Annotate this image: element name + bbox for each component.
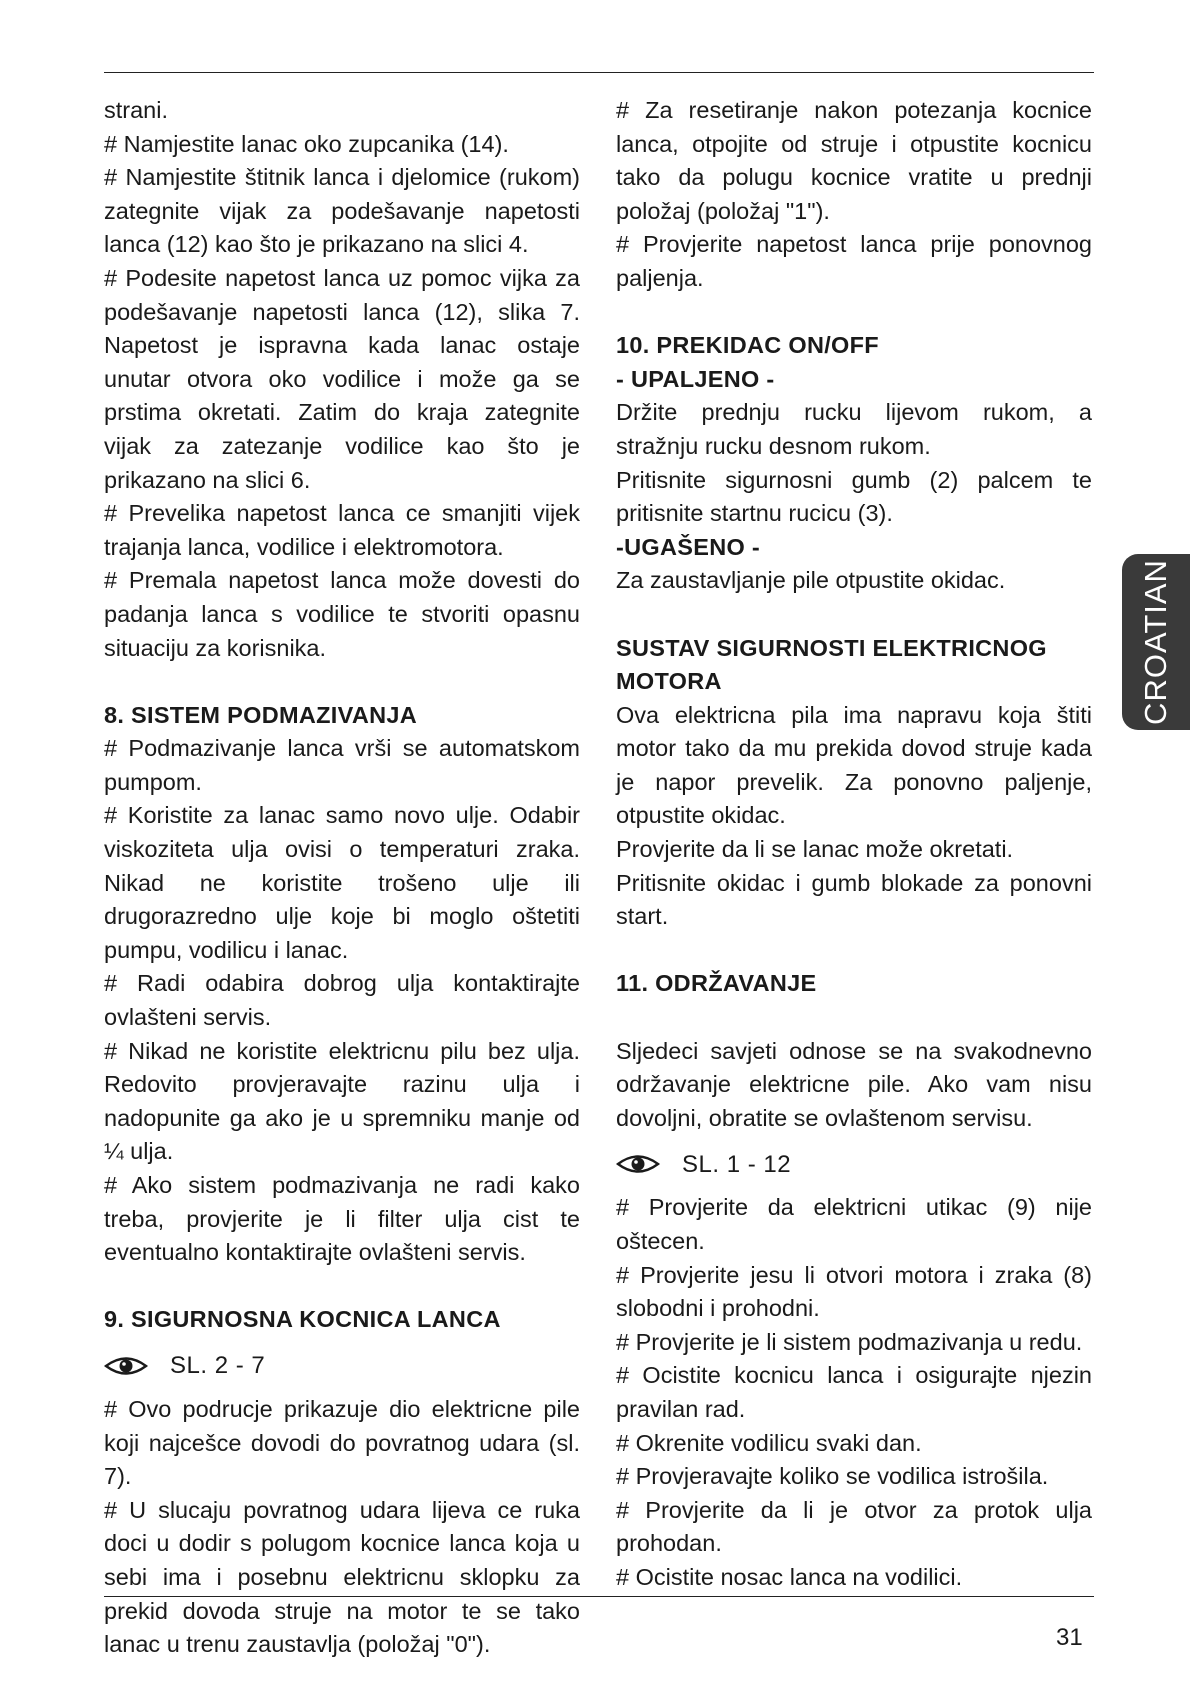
eye-icon [104, 1354, 148, 1378]
right-paragraph: Držite prednju rucku lijevom rukom, a stražnju rucku desnom rukom. [616, 399, 1092, 459]
right-paragraph: # Provjerite napetost lanca prije ponovnog paljenja. [616, 231, 1092, 291]
page-number: 31 [1056, 1624, 1083, 1651]
right-paragraph: Sljedeci savjeti odnose se na svakodnevno održavanje elektricne pile. Ako vam nisu dovoljni, obratite se ovlaštenom servisu. [616, 1037, 1092, 1131]
right-paragraph: Provjerite da li se lanac može okretati. [616, 836, 1014, 863]
right-heading: 10. PREKIDAC ON/OFF [616, 332, 879, 359]
right-paragraph: # Provjerite jesu li otvori motora i zraka (8) slobodni i prohodni. [616, 1261, 1092, 1322]
left-paragraph: # Ovo podrucje prikazuje dio elektricne pile koji najcešce dovodi do povratnog udara (sl. 7). [104, 1395, 580, 1490]
right-paragraph: Pritisnite okidac i gumb blokade za ponovni start. [616, 869, 1092, 930]
section-gap [616, 934, 1092, 968]
figure-reference-label: SL. 2 - 7 [170, 1352, 266, 1380]
right-heading: SUSTAV SIGURNOSTI ELEKTRICNOG MOTORA [616, 634, 1047, 695]
language-tab [1122, 554, 1190, 730]
right-paragraph: # Provjerite je li sistem podmazivanja u redu. [616, 1328, 1083, 1355]
right-paragraph: # Provjeravajte koliko se vodilica istrošila. [616, 1463, 1049, 1490]
top-rule [104, 72, 1094, 73]
left-heading: 9. SIGURNOSNA KOCNICA LANCA [104, 1306, 501, 1333]
right-paragraph: Pritisnite sigurnosni gumb (2) palcem te pritisnite startnu rucicu (3). [616, 466, 1092, 527]
figure-reference [616, 1139, 1092, 1189]
section-gap [104, 665, 580, 699]
left-paragraph: # Ako sistem podmazivanja ne radi kako treba, provjerite je li filter ulja cist te eventualno kontaktirajte ovlašteni servis. [104, 1172, 580, 1266]
section-gap [104, 1270, 580, 1304]
right-paragraph: Za zaustavljanje pile otpustite okidac. [616, 567, 1006, 594]
eye-icon [616, 1152, 660, 1176]
language-tab-label: CROATIAN [1138, 559, 1174, 725]
left-column [104, 94, 580, 1662]
right-paragraph: # Za resetiranje nakon potezanja kocnice lanca, otpojite od struje i otpustite kocnicu tako da polugu kocnice vratite u prednji položaj (položaj "1"). [616, 97, 1092, 224]
left-heading: 8. SISTEM PODMAZIVANJA [104, 701, 418, 728]
right-column [616, 94, 1092, 1595]
right-paragraph: # Ocistite nosac lanca na vodilici. [616, 1563, 963, 1590]
right-paragraph: # Okrenite vodilicu svaki dan. [616, 1429, 922, 1456]
section-gap [616, 296, 1092, 330]
left-paragraph: # U slucaju povratnog udara lijeva ce ruka doci u dodir s polugom kocnice lanca koja u sebi ima i posebnu elektricnu sklopku za prekid dovoda struje na motor te se tako lanac u trenu zaustavlja (položaj "0"). [104, 1496, 580, 1658]
left-paragraph: # Radi odabira dobrog ulja kontaktirajte ovlašteni servis. [104, 970, 580, 1031]
left-paragraph: # Namjestite lanac oko zupcanika (14). [104, 130, 509, 157]
right-heading: -UGAŠENO - [616, 533, 760, 560]
left-paragraph: # Podmazivanje lanca vrši se automatskom pumpom. [104, 735, 580, 795]
right-heading: - UPALJENO - [616, 365, 775, 392]
right-paragraph: # Provjerite da elektricni utikac (9) nije oštecen. [616, 1194, 1092, 1254]
left-paragraph: # Podesite napetost lanca uz pomoc vijka za podešavanje napetosti lanca (12), slika 7. Napetost je ispravna kada lanac ostaje unutar otvora oko vodilice i može ga se prstima okretati. Zatim do kraja zategnite vijak za zatezanje vodilice kao što je prikazano na slici 6. [104, 264, 580, 493]
left-paragraph: # Premala napetost lanca može dovesti do padanja lanca s vodilice te stvoriti opasnu situaciju za korisnika. [104, 567, 580, 661]
right-paragraph: # Provjerite da li je otvor za protok ulja prohodan. [616, 1496, 1092, 1557]
bottom-rule [104, 1596, 1094, 1597]
left-paragraph: # Namjestite štitnik lanca i djelomice (rukom) zategnite vijak za podešavanje napetosti lanca (12) kao što je prikazano na slici 4. [104, 164, 580, 258]
section-gap [616, 1001, 1092, 1035]
left-paragraph: strani. [104, 97, 168, 123]
left-paragraph: # Koristite za lanac samo novo ulje. Odabir viskoziteta ulja ovisi o temperaturi zraka. Nikad ne koristite trošeno ulje ili drugorazredno ulje koje bi moglo oštetiti pumpu, vodilicu i lanac. [104, 802, 580, 963]
section-gap [616, 598, 1092, 632]
figure-reference-label: SL. 1 - 12 [682, 1150, 792, 1178]
left-paragraph: # Nikad ne koristite elektricnu pilu bez ulja. Redovito provjeravajte razinu ulja i nadopunite ga ako je u spremniku manje od ¼ ulja. [104, 1037, 580, 1165]
figure-reference [104, 1341, 580, 1391]
right-paragraph: Ova elektricna pila ima napravu koja štiti motor tako da mu prekida dovod struje kada je napor prevelik. Za ponovno paljenje, otpustite okidac. [616, 701, 1092, 829]
right-paragraph: # Ocistite kocnicu lanca i osigurajte njezin pravilan rad. [616, 1362, 1092, 1422]
right-heading: 11. ODRŽAVANJE [616, 970, 817, 997]
left-paragraph: # Prevelika napetost lanca ce smanjiti vijek trajanja lanca, vodilice i elektromotora. [104, 500, 580, 560]
